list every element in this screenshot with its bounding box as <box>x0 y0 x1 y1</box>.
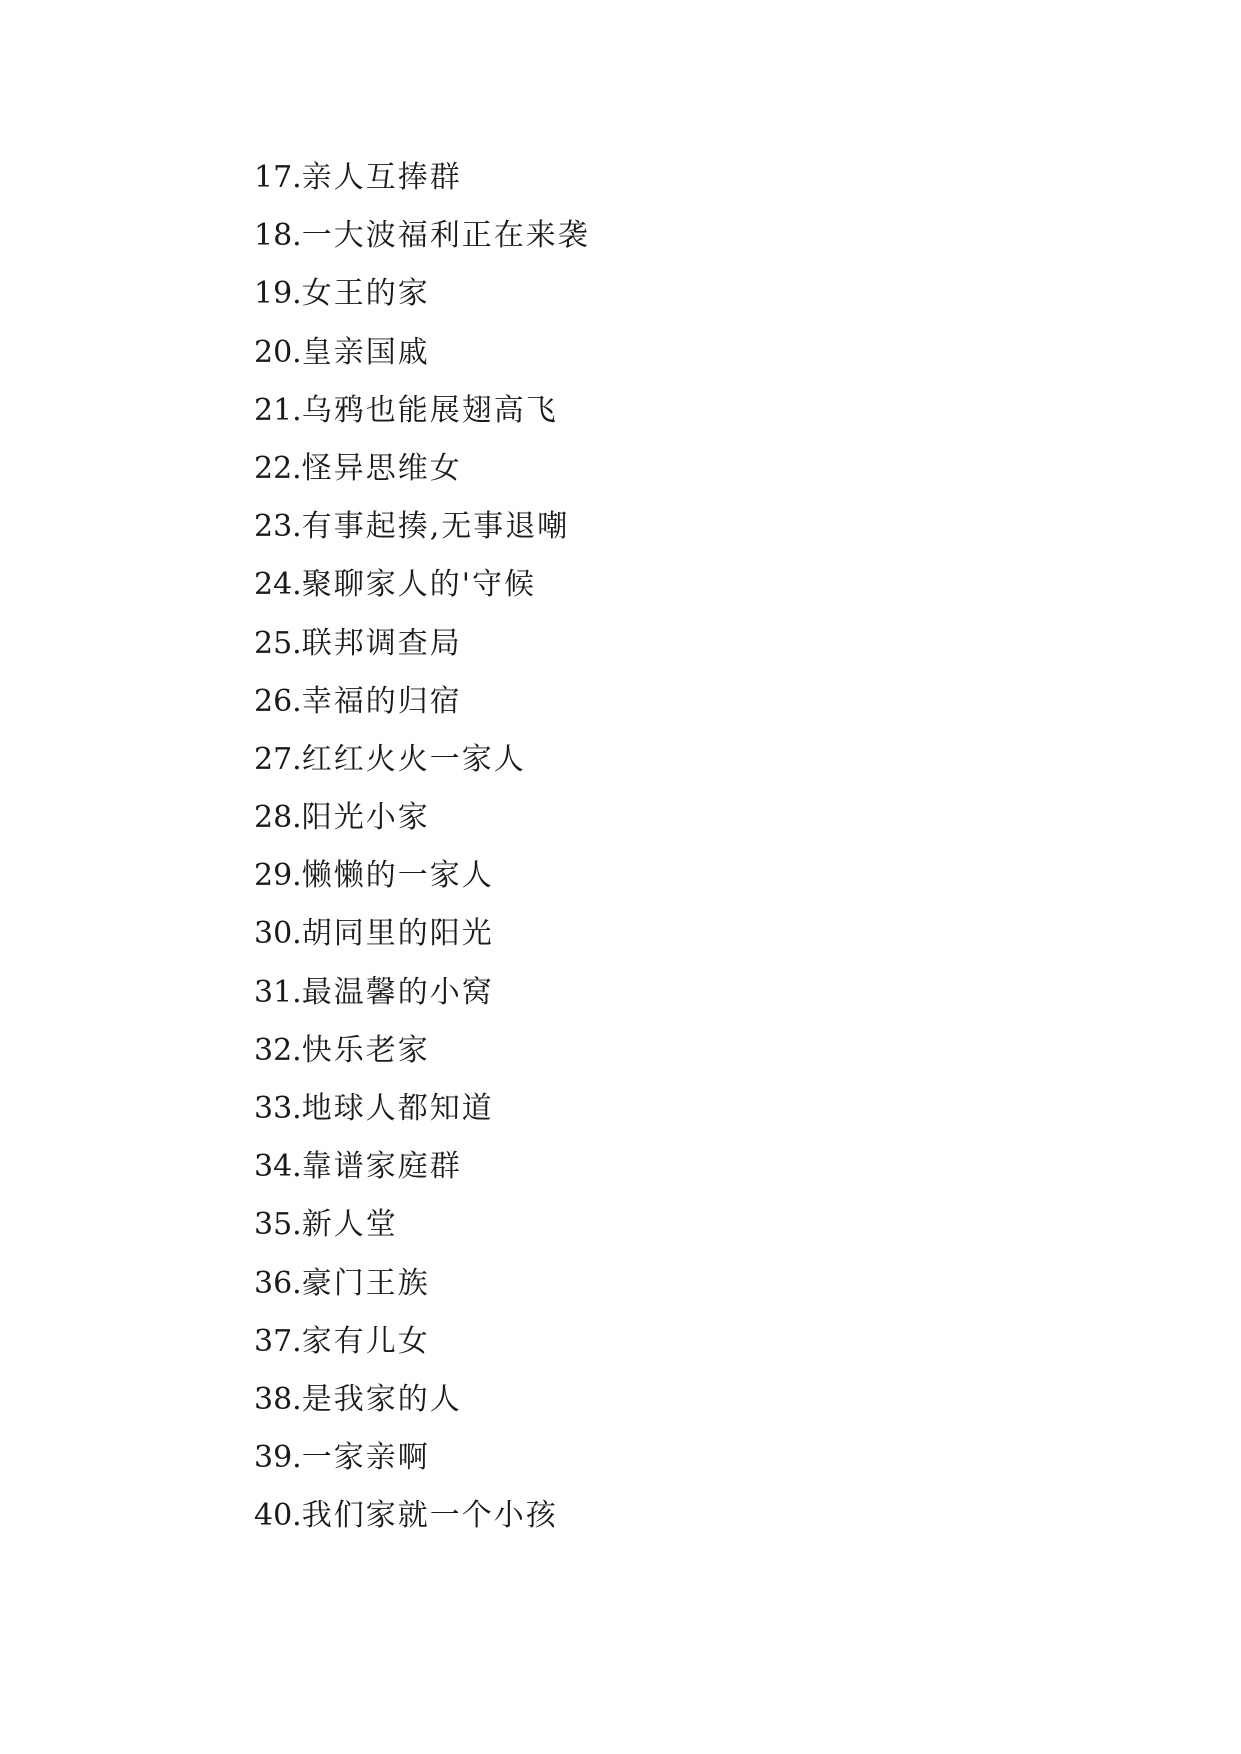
list-item <box>254 914 590 972</box>
list-item <box>254 274 590 332</box>
list-item <box>254 624 590 682</box>
list-item-number: 26. <box>254 683 302 719</box>
list-item-text: 是我家的人 <box>301 1381 462 1417</box>
list-item-number: 40. <box>254 1498 302 1534</box>
list-item-number: 20. <box>254 334 302 370</box>
list-item <box>254 216 590 274</box>
list-item-number: 37. <box>254 1323 302 1359</box>
list-item <box>254 333 590 391</box>
list-item <box>254 1438 590 1496</box>
list-item-number: 34. <box>254 1149 302 1185</box>
list-item-text: 我们家就一个小孩 <box>301 1498 558 1534</box>
list-item-text: 一家亲啊 <box>301 1440 430 1476</box>
list-item-text: 亲人互捧群 <box>301 160 462 195</box>
list-item-number: 21. <box>254 392 302 428</box>
group-name-list <box>254 158 590 1555</box>
list-item-text: 快乐老家 <box>301 1032 430 1068</box>
list-item-text: 女王的家 <box>301 276 430 312</box>
list-item <box>254 856 590 914</box>
list-item <box>254 391 590 449</box>
list-item-text: 有事起揍,无事退嘲 <box>301 509 570 545</box>
list-item-number: 38. <box>254 1381 302 1417</box>
list-item-number: 30. <box>254 916 302 952</box>
list-item <box>254 740 590 798</box>
list-item <box>254 1496 590 1554</box>
list-item-text: 幸福的归宿 <box>301 683 462 719</box>
list-item-number: 29. <box>254 858 302 894</box>
list-item-text: 最温馨的小窝 <box>301 974 494 1010</box>
list-item-text: 乌鸦也能展翅高飞 <box>301 392 558 428</box>
list-item <box>254 798 590 856</box>
list-item-text: 红红火火一家人 <box>301 741 526 777</box>
list-item <box>254 565 590 623</box>
list-item-number: 19. <box>254 276 302 312</box>
list-item-text: 一大波福利正在来袭 <box>301 218 590 254</box>
list-item <box>254 1147 590 1205</box>
list-item-number: 36. <box>254 1265 302 1301</box>
list-item-text: 豪门王族 <box>301 1265 430 1301</box>
list-item <box>254 449 590 507</box>
list-item <box>254 1380 590 1438</box>
list-item <box>254 1264 590 1322</box>
list-item-number: 22. <box>254 450 302 486</box>
list-item <box>254 973 590 1031</box>
list-item-text: 新人堂 <box>301 1207 398 1243</box>
list-item <box>254 682 590 740</box>
list-item-number: 33. <box>254 1091 302 1126</box>
list-item-text: 懒懒的一家人 <box>301 858 494 894</box>
list-item-number: 31. <box>254 974 302 1010</box>
list-item-number: 35. <box>254 1207 302 1243</box>
list-item-number: 25. <box>254 625 302 661</box>
list-item-text: 胡同里的阳光 <box>301 916 494 952</box>
list-item-number: 39. <box>254 1440 302 1476</box>
list-item-number: 32. <box>254 1032 302 1068</box>
list-item-number: 17. <box>254 160 302 195</box>
list-item-text: 阳光小家 <box>301 800 430 836</box>
list-item <box>254 507 590 565</box>
list-item-number: 18. <box>254 218 302 254</box>
list-item <box>254 158 590 216</box>
list-item <box>254 1089 590 1147</box>
list-item-text: 怪异思维女 <box>301 450 462 486</box>
list-item <box>254 1205 590 1263</box>
list-item-number: 28. <box>254 800 302 836</box>
list-item-text: 皇亲国戚 <box>301 334 430 370</box>
list-item-text: 联邦调查局 <box>301 625 462 661</box>
list-item-number: 24. <box>254 567 302 603</box>
list-item-text: 地球人都知道 <box>301 1091 494 1126</box>
list-item <box>254 1031 590 1089</box>
list-item-number: 23. <box>254 509 302 545</box>
list-item-text: 靠谱家庭群 <box>301 1149 462 1185</box>
list-item-number: 27. <box>254 741 302 777</box>
list-item <box>254 1322 590 1380</box>
list-item-text: 家有儿女 <box>301 1323 430 1359</box>
list-item-text: 聚聊家人的'守候 <box>301 567 536 603</box>
